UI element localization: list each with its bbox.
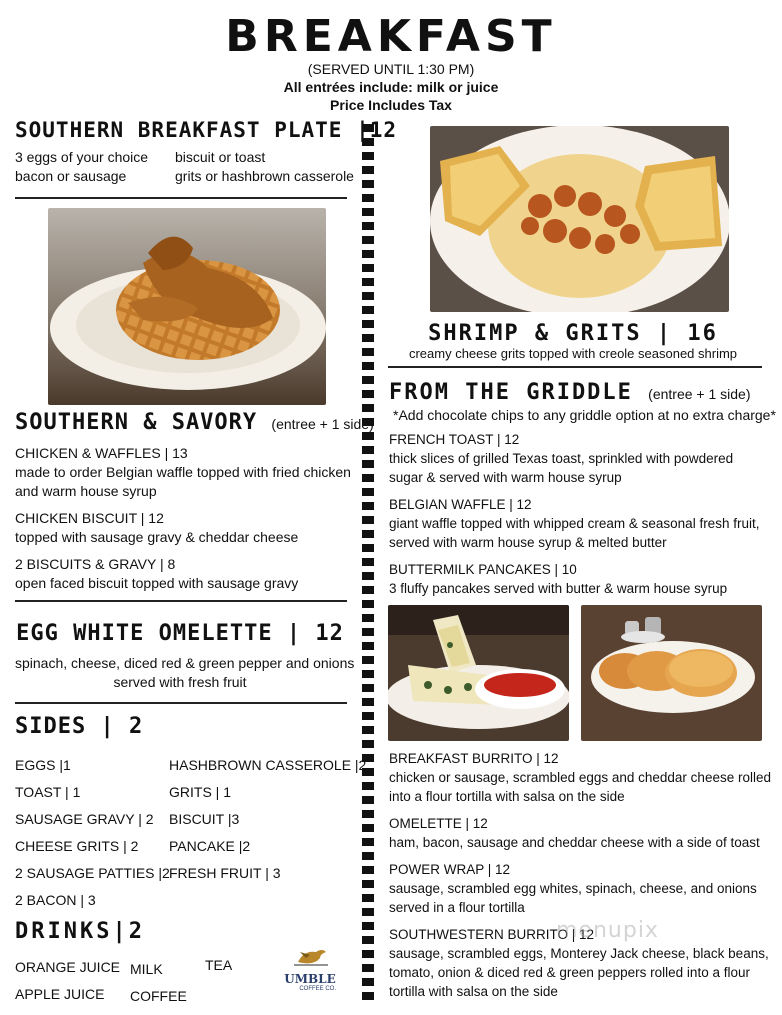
menu-item-desc: into a flour tortilla with salsa on the side [389, 789, 625, 804]
menu-item-desc: 3 fluffy pancakes served with butter & warm house syrup [389, 581, 728, 596]
side-item: GRITS | 1 [169, 784, 231, 800]
brand-logo [278, 944, 342, 996]
divider-rule [15, 600, 347, 602]
logo-subtext: COFFEE CO. [299, 986, 336, 992]
southern-plate-title: SOUTHERN BREAKFAST PLATE |12 [15, 118, 398, 142]
southern-savory-list [15, 444, 351, 593]
side-item: TOAST | 1 [15, 784, 81, 800]
sides-col2 [169, 752, 366, 887]
logo-text: UMBLE [284, 972, 336, 986]
bird-icon [290, 944, 330, 968]
price-tax-note: Price Includes Tax [330, 97, 452, 113]
chicken-waffles-photo [48, 208, 326, 405]
menu-item [15, 444, 351, 501]
menu-item-name: 2 BISCUITS & GRAVY | 8 [15, 556, 176, 572]
griddle-title [389, 380, 751, 407]
menu-item-desc: served in a flour tortilla [389, 900, 525, 915]
drinks-col3 [205, 956, 232, 975]
menu-item [15, 555, 351, 593]
southern-savory-note: (entree + 1 side) [271, 416, 374, 432]
drink-item: APPLE JUICE [15, 986, 105, 1002]
sides-col1 [15, 752, 170, 914]
drink-item: ORANGE JUICE [15, 959, 121, 975]
griddle-addon: *Add chocolate chips to any griddle option at no extra charge* [393, 407, 776, 423]
plate-item: biscuit or toast [175, 149, 266, 165]
shrimp-grits-photo [430, 126, 729, 312]
plate-item: bacon or sausage [15, 168, 127, 184]
divider-rule [15, 197, 347, 199]
menu-item-desc: thick slices of grilled Texas toast, sprinkled with powdered [389, 451, 734, 466]
menu-item-desc: topped with sausage gravy & cheddar cheese [15, 529, 299, 545]
pancakes-photo [581, 605, 762, 741]
griddle-heading: FROM THE GRIDDLE [389, 380, 633, 405]
menu-item-name: SOUTHWESTERN BURRITO | 12 [389, 927, 595, 942]
drinks-col2 [130, 956, 187, 1010]
menu-item-name: CHICKEN BISCUIT | 12 [15, 510, 164, 526]
omelette-desc-line: served with fresh fruit [113, 674, 247, 690]
menu-item [389, 749, 771, 806]
served-until: (SERVED UNTIL 1:30 PM) [307, 61, 475, 77]
omelette-desc [15, 654, 355, 692]
drink-item: MILK [130, 961, 163, 977]
side-item: PANCAKE |2 [169, 838, 251, 854]
side-item: 2 SAUSAGE PATTIES |2 [15, 865, 170, 881]
more-list [389, 749, 771, 1001]
menu-item-desc: sugar & served with warm house syrup [389, 470, 622, 485]
menu-item-desc: sausage, scrambled egg whites, spinach, cheese, and onions [389, 881, 757, 896]
plate-item: grits or hashbrown casserole [175, 168, 354, 184]
menu-item [389, 860, 771, 917]
menu-item-name: BELGIAN WAFFLE | 12 [389, 497, 532, 512]
menu-item-desc: made to order Belgian waffle topped with fried chicken [15, 464, 351, 480]
side-item: 2 BACON | 3 [15, 892, 96, 908]
sides-title: SIDES | 2 [15, 714, 144, 739]
menu-item-name: BUTTERMILK PANCAKES | 10 [389, 562, 577, 577]
menu-item-desc: sausage, scrambled eggs, Monterey Jack cheese, black beans, [389, 946, 769, 961]
menu-item-desc: giant waffle topped with whipped cream & seasonal fresh fruit, [389, 516, 760, 531]
menu-item-desc: ham, bacon, sausage and cheddar cheese with a side of toast [389, 835, 760, 850]
menu-item-name: OMELETTE | 12 [389, 816, 488, 831]
omelette-desc-line: spinach, cheese, diced red & green pepper and onions [15, 655, 355, 671]
menu-item-name: POWER WRAP | 12 [389, 862, 511, 877]
drinks-col1 [15, 954, 120, 1008]
menu-item-name: CHICKEN & WAFFLES | 13 [15, 445, 188, 461]
shrimp-desc: creamy cheese grits topped with creole seasoned shrimp [408, 346, 738, 361]
watermark: menupix [556, 918, 659, 943]
plate-item: 3 eggs of your choice [15, 149, 149, 165]
griddle-list [389, 430, 759, 598]
side-item: SAUSAGE GRAVY | 2 [15, 811, 154, 827]
entrees-include: All entrées include: milk or juice [283, 79, 499, 95]
menu-item [389, 495, 759, 552]
side-item: FRESH FRUIT | 3 [169, 865, 281, 881]
divider-rule [388, 366, 762, 368]
burrito-photo [388, 605, 569, 741]
menu-item-name: BREAKFAST BURRITO | 12 [389, 751, 559, 766]
griddle-note: (entree + 1 side) [648, 386, 751, 402]
menu-item [15, 509, 351, 547]
divider-rule [15, 702, 347, 704]
side-item: HASHBROWN CASSEROLE |2 [169, 757, 367, 773]
southern-savory-title [15, 410, 374, 437]
omelette-title: EGG WHITE OMELETTE | 12 [16, 621, 344, 646]
page-title: BREAKFAST [225, 11, 557, 62]
shrimp-title: SHRIMP & GRITS | 16 [428, 321, 718, 346]
southern-plate-col2 [175, 148, 354, 186]
menu-item [389, 814, 771, 852]
menu-item-desc: chicken or sausage, scrambled eggs and cheddar cheese rolled [389, 770, 771, 785]
menu-item-desc: tortilla with salsa on the side [389, 984, 558, 999]
drinks-title: DRINKS|2 [15, 919, 145, 944]
drink-item: COFFEE [130, 988, 187, 1004]
menu-item-desc: and warm house syrup [15, 483, 157, 499]
menu-item-desc: tomato, onion & diced red & green peppers rolled into a flour [389, 965, 750, 980]
menu-item-name: FRENCH TOAST | 12 [389, 432, 520, 447]
menu-item-desc: served with warm house syrup & melted butter [389, 535, 667, 550]
menu-item-desc: open faced biscuit topped with sausage gravy [15, 575, 299, 591]
side-item: EGGS |1 [15, 757, 71, 773]
side-item: CHEESE GRITS | 2 [15, 838, 139, 854]
menu-item [389, 560, 759, 598]
menu-item [389, 430, 759, 487]
side-item: BISCUIT |3 [169, 811, 240, 827]
southern-plate-col1 [15, 148, 148, 186]
southern-savory-heading: SOUTHERN & SAVORY [15, 410, 258, 435]
drink-item: TEA [205, 957, 233, 973]
